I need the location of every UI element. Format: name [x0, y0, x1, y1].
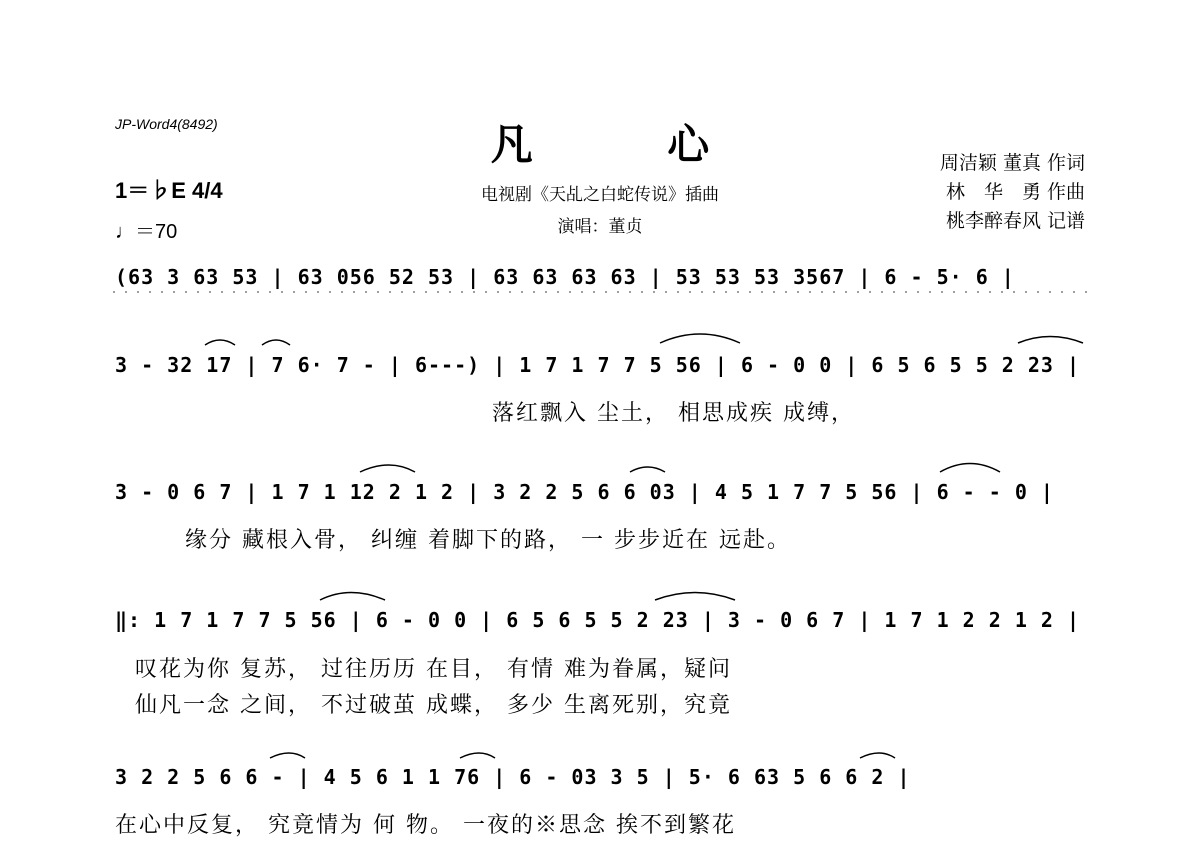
score-line-2: 3 - 32 17 | 7 6· 7 - | 6---) | 1 7 1 7 7 5 56 | 6 - 0 0 | 6 5 6 5 5 2 23 | [115, 353, 1081, 377]
score-line-1: (63 3 63 53 | 63 056 52 53 | 63 63 63 63 | 53 53 53 3567 | 6 - 5· 6 | [115, 265, 1015, 289]
score-line-5: 3 2 2 5 6 6 - | 4 5 6 1 1 76 | 6 - 03 3 5 | 5· 6 63 5 6 6 2 | [115, 765, 911, 789]
subtitle: 电视剧《天乩之白蛇传说》插曲 [481, 185, 719, 205]
lyrics-line-2: 落红飘入 尘土， 相思成疾 成缚， [492, 401, 855, 426]
score-line-4: ‖: 1 7 1 7 7 5 56 | 6 - 0 0 | 6 5 6 5 5 2 23 | 3 - 0 6 7 | 1 7 1 2 2 1 2 | [115, 608, 1081, 632]
key-signature: 1＝♭E 4/4 [115, 178, 223, 203]
score-line-3: 3 - 0 6 7 | 1 7 1 12 2 1 2 | 3 2 2 5 6 6 03 | 4 5 1 7 7 5 56 | 6 - - 0 | [115, 480, 1054, 504]
singer-credit: 演唱：董贞 [557, 217, 643, 237]
lyrics-line-4-verse-1: 叹花为你 复苏， 过往历历 在目， 有情 难为眷属，疑问 [135, 657, 732, 682]
composer-credit: 林 华 勇 作曲 [945, 181, 1085, 203]
tempo-marking: ♩＝70 [115, 221, 178, 243]
transcriber-credit: 桃李醉春风 记谱 [945, 210, 1085, 232]
generator-label: JP-Word4(8492) [115, 116, 218, 132]
song-title: 凡 心 [490, 120, 770, 169]
lyrics-line-5: 在心中反复， 究竟情为 何 物。 一夜的※思念 挨不到繁花 [115, 813, 736, 838]
lyrics-line-3: 缘分 藏根入骨， 纠缠 着脚下的路， 一 步步近在 远赴。 [185, 528, 791, 553]
lyrics-line-4-verse-2: 仙凡一念 之间， 不过破茧 成蝶， 多少 生离死别，究竟 [135, 693, 732, 718]
lyricist-credit: 周洁颖 董真 作词 [939, 152, 1085, 174]
